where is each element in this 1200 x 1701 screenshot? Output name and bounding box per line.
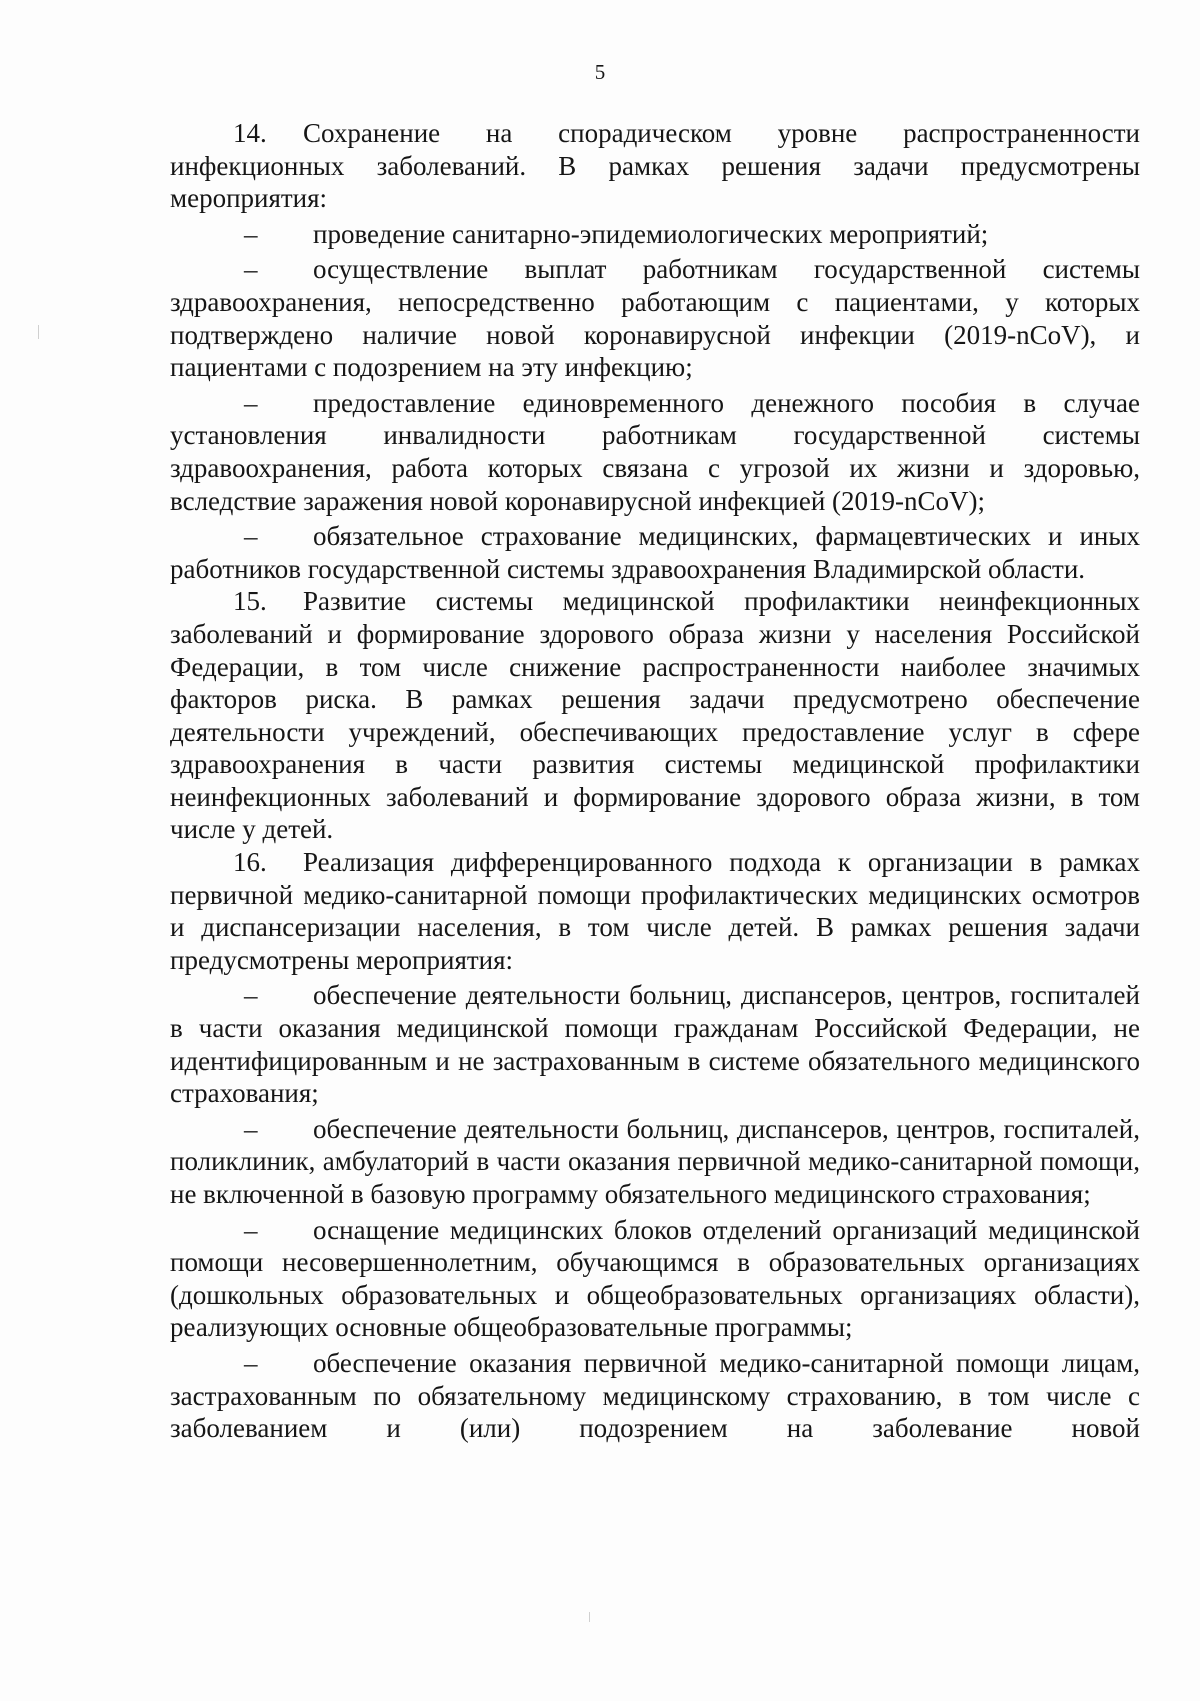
list-item [170,250,1140,383]
list-item-text: обеспечение деятельности больниц, диспансеров, центров, госпиталей, поликлиник, амбулаторий в части оказания первичной медико-санитарной помощи, не включенной в базовую программу обязательного медицинского страхования; [170,1113,1140,1209]
section-15 [170,585,1140,846]
dash-marker: – [244,387,258,418]
section-number: 15. [233,586,267,617]
section-text: Сохранение на спорадическом уровне распространенности инфекционных заболеваний. В рамках решения задачи предусмотрены мероприятия: [170,118,1140,214]
document-body [170,117,1140,1445]
section-number: 14. [233,118,267,148]
dash-marker: – [244,980,258,1011]
dash-marker: – [244,218,258,249]
dash-marker: – [244,1347,258,1378]
list-item-text: обеспечение деятельности больниц, диспансеров, центров, госпиталей в части оказания медицинской помощи гражданам Российской Федерации, не идентифицированным и не застрахованным в системе обязательного медицинского страхования; [170,980,1140,1109]
section-14 [170,117,1140,215]
section-text: Развитие системы медицинской профилактики неинфекционных заболеваний и формирование здорового образа жизни у населения Российской Федерации, в том числе снижение распространенности наиболее значимых факторов риска. В рамках решения задачи предусмотрено обеспечение деятельности учреждений, обеспечивающих предоставление услуг в сфере здравоохранения в части развития системы медицинской профилактики неинфекционных заболеваний и формирование здорового образа жизни, в том числе у детей. [170,586,1140,845]
list-item-text: осуществление выплат работникам государственной системы здравоохранения, непосредственно работающим с пациентами, у которых подтверждено наличие новой коронавирусной инфекции (2019-nCoV), и пациентами с подозрением на эту инфекцию; [170,254,1140,383]
list-item [170,384,1140,517]
list-item-text: предоставление единовременного денежного пособия в случае установления инвалидности работникам государственной системы здравоохранения, работа которых связана с угрозой их жизни и здоровью, вследствие заражения новой коронавирусной инфекцией (2019-nCoV); [170,387,1140,516]
dash-marker: – [244,1113,258,1144]
list-item [170,215,1140,251]
list-item [170,1211,1140,1344]
list-item [170,1344,1140,1445]
list-item-text: оснащение медицинских блоков отделений организаций медицинской помощи несовершеннолетним, обучающимся в образовательных организациях (дошкольных образовательных и общеобразовательных организациях области), реализующих основные общеобразовательные программы; [170,1214,1140,1343]
dash-marker: – [244,254,258,285]
page-number: 5 [594,60,606,84]
section-16 [170,846,1140,976]
dash-marker: – [244,521,258,552]
section-number: 16. [233,847,267,878]
list-item [170,1110,1140,1211]
list-item [170,976,1140,1109]
list-item-text: обеспечение оказания первичной медико-санитарной помощи лицам, застрахованным по обязательному медицинскому страхованию, в том числе с заболеванием и (или) подозрением на заболевание новой [170,1347,1140,1444]
section-text: Реализация дифференцированного подхода к организации в рамках первичной медико-санитарной помощи профилактических медицинских осмотров и диспансеризации населения, в том числе детей. В рамках решения задачи предусмотрены мероприятия: [170,847,1140,975]
list-item [170,517,1140,585]
dash-marker: – [244,1214,258,1245]
scan-artifact [589,1612,590,1622]
scan-artifact [38,325,39,339]
list-item-text: проведение санитарно-эпидемиологических мероприятий; [313,218,989,249]
list-item-text: обязательное страхование медицинских, фармацевтических и иных работников государственной системы здравоохранения Владимирской области. [170,521,1140,584]
